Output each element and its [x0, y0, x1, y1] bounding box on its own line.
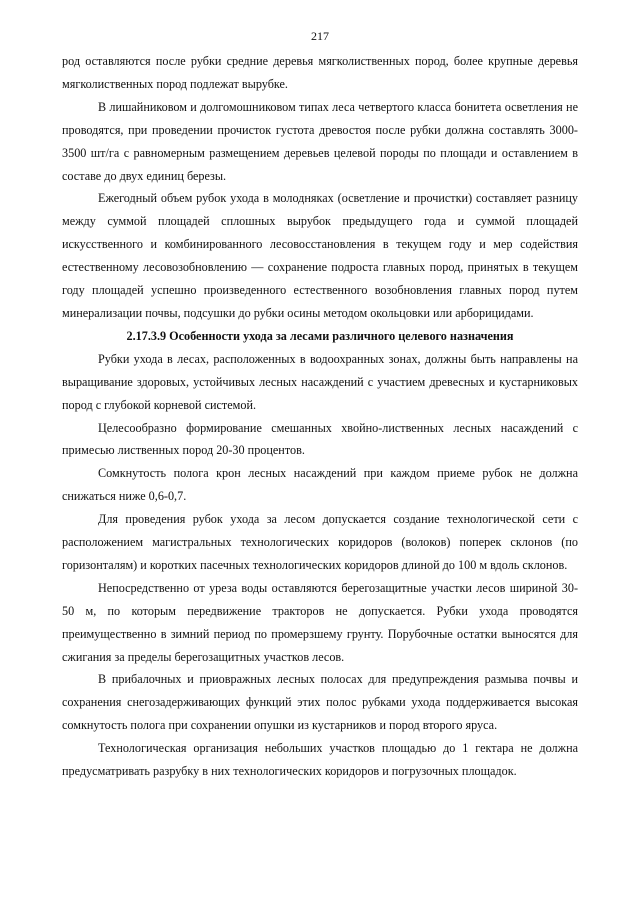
paragraph-continuation: род оставляются после рубки средние деревья мягколиственных пород, более крупные деревья мягколиственных пород подлежат вырубке. [62, 54, 578, 91]
paragraph-water-protection-zones: Рубки ухода в лесах, расположенных в водоохранных зонах, должны быть направлены на выращивание здоровых, устойчивых лесных насаждений с участием древесных и кустарниковых пород с глубокой корневой системой. [62, 351, 578, 412]
paragraph-canopy-density: Сомкнутость полога крон лесных насаждений при каждом приеме рубок не должна снижаться ниже 0,6-0,7. [62, 466, 578, 504]
section-heading: 2.17.3.9 Особенности ухода за лесами различного целевого назначения [126, 328, 514, 343]
paragraph-technological-network: Для проведения рубок ухода за лесом допускается создание технологической сети с расположением магистральных технологических коридоров (волоков) поперек склонов (по горизонталям) и коротких пасечных технологических коридоров длиной до 100 м вдоль склонов. [62, 512, 578, 572]
paragraph-annual-volume: Ежегодный объем рубок ухода в молодняках (осветление и прочистки) составляет разницу между суммой площадей сплошных вырубок предыдущего года и суммой площадей искусственного и комбинированного лесовосстановления в текущем году и мер содействия естественному лесовозобновлению — сохранение подроста главных пород, принятых в текущем году площадей успешно произведенного естественного возобновления главных пород путем минерализации почвы, подсушки до рубки осины методом окольцовки или арборицидами. [62, 191, 578, 320]
page-body [62, 50, 578, 783]
paragraph-ravine-strips: В прибалочных и приовражных лесных полосах для предупреждения размыва почвы и сохранения снегозадерживающих функций этих полос рубками ухода поддерживается высокая сомкнутость полога при сохранении опушки из кустарников и пород второго яруса. [62, 672, 578, 733]
paragraph-mixed-stands: Целесообразно формирование смешанных хвойно-лиственных лесных насаждений с примесью лиственных пород 20-30 процентов. [62, 420, 578, 458]
paragraph-small-plots: Технологическая организация небольших участков площадью до 1 гектара не должна предусматривать разрубку в них технологических коридоров и погрузочных площадок. [62, 741, 578, 779]
page-number: 217 [311, 29, 329, 43]
paragraph-thinning-lichen-forests: В лишайниковом и долгомошниковом типах леса четвертого класса бонитета осветления не проводятся, при проведении прочисток густота древостоя после рубки должна составлять 3000-3500 шт/га с равномерным размещением деревьев целевой породы по площади и оставлением в составе до двух единиц березы. [62, 99, 578, 183]
paragraph-shore-protection: Непосредственно от уреза воды оставляются берегозащитные участки лесов шириной 30-50 м, по которым передвижение тракторов не допускается. Рубки ухода проводятся преимущественно в зимний период по промерзшему грунту. Порубочные остатки выносятся для сжигания за пределы берегозащитных участков лесов. [62, 580, 578, 664]
